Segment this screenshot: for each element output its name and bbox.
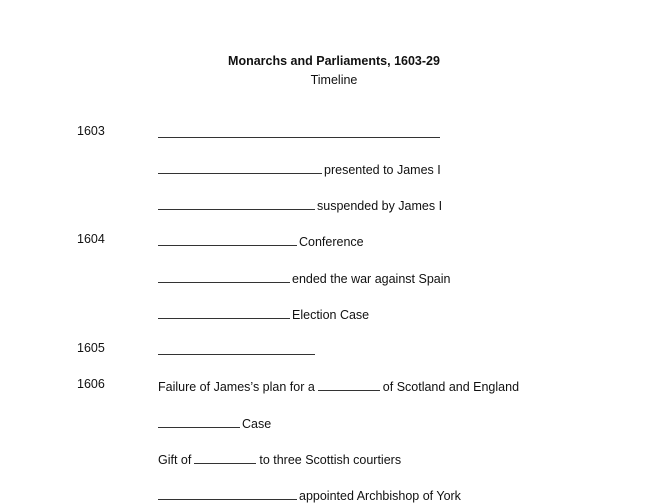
fill-in-blank[interactable] [158,269,290,283]
timeline-entry [158,305,369,322]
timeline-entry [158,341,317,355]
document-subtitle: Timeline [310,73,358,87]
timeline-entry [158,160,441,177]
timeline-year: 1603 [77,124,105,138]
timeline-entry [158,232,364,249]
entry-text-before: Failure of James’s plan for a [158,380,315,394]
document-title: Monarchs and Parliaments, 1603-29 [228,54,440,68]
timeline-year: 1604 [77,232,105,246]
fill-in-blank[interactable] [158,232,297,246]
timeline-year: 1606 [77,377,105,391]
timeline-row [0,124,668,142]
entry-text-after: Conference [299,235,364,249]
fill-in-blank[interactable] [318,377,380,391]
entry-text-after: to three Scottish courtiers [259,453,402,467]
timeline-entry [158,196,442,213]
timeline-row [0,414,668,432]
fill-in-blank[interactable] [194,450,256,464]
timeline-entry [158,414,271,431]
fill-in-blank[interactable] [158,305,290,319]
entry-text-after: of Scotland and England [382,380,520,394]
fill-in-blank[interactable] [158,341,315,355]
fill-in-blank[interactable] [158,414,240,428]
timeline-row [0,232,668,250]
timeline-row [0,160,668,178]
entry-text-after: Election Case [292,308,370,322]
entry-text-after: suspended by James I [317,199,443,213]
timeline-row [0,196,668,214]
entry-text-before: Gift of [158,453,192,467]
timeline-entry [158,486,461,503]
entry-text-after: presented to James I [324,163,441,177]
fill-in-blank[interactable] [158,124,440,138]
timeline-entry [158,377,519,394]
fill-in-blank[interactable] [158,486,297,500]
entry-text-after: Case [242,417,272,431]
entry-text-after: appointed Archbishop of York [299,489,461,503]
timeline-row [0,450,668,468]
timeline-entry [158,269,450,286]
timeline-year: 1605 [77,341,105,355]
fill-in-blank[interactable] [158,196,315,210]
timeline-row [0,486,668,504]
timeline-entry [158,450,401,467]
timeline-row [0,377,668,395]
timeline-row [0,305,668,323]
timeline-row [0,341,668,359]
fill-in-blank[interactable] [158,160,322,174]
entry-text-after: ended the war against Spain [292,272,451,286]
timeline-entry [158,124,442,138]
timeline-row [0,269,668,287]
